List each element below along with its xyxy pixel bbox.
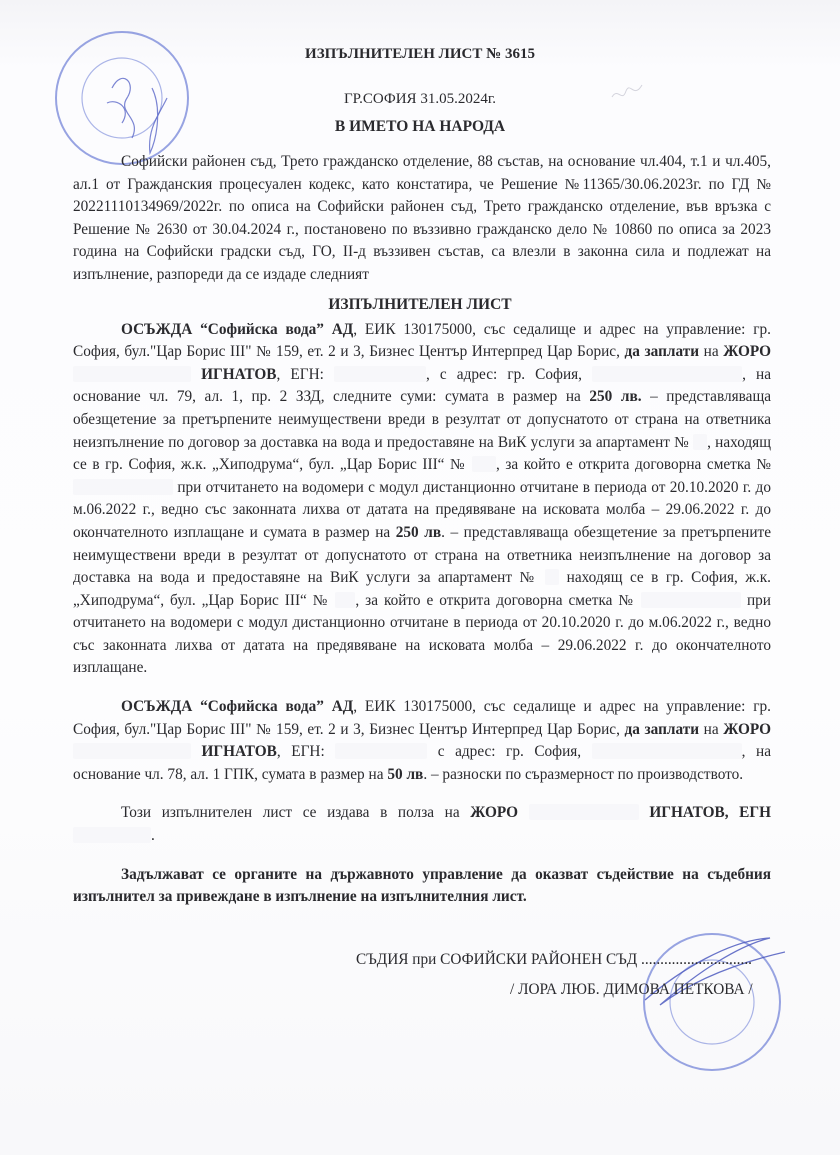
issued-for-text: Този изпълнителен лист се издава в полза на bbox=[121, 804, 471, 822]
redacted-address-2 bbox=[592, 743, 742, 759]
judge-signature-line: СЪДИЯ при СОФИЙСКИ РАЙОНЕН СЪД ............................. bbox=[356, 950, 752, 968]
document-title: ИЗПЪЛНИТЕЛЕН ЛИСТ № 3615 bbox=[305, 46, 535, 62]
legal-basis-2: , на основание чл. 78, ал. 1 ГПК, сумата в размер на bbox=[73, 743, 771, 783]
verdict-label-2: ОСЪЖДА “Софийска вода” АД bbox=[121, 698, 354, 716]
document-body bbox=[0, 44, 840, 1001]
to-pay-label: да заплати bbox=[624, 343, 700, 361]
redacted-middle-name-2 bbox=[73, 743, 191, 759]
obligation-paragraph bbox=[73, 864, 771, 909]
on-text-2: на bbox=[699, 720, 724, 738]
intro-paragraph bbox=[73, 151, 771, 287]
redacted-street-no bbox=[472, 456, 496, 472]
redacted-middle-name bbox=[73, 366, 191, 382]
company-details: , ЕИК 130175000, със седалище и адрес на управление: гр. София, бул."Цар Борис III" № 159, ет. 2 и 3, Бизнес Център Интерпред Цар Борис, bbox=[73, 320, 771, 361]
redacted-middle-name-3 bbox=[529, 804, 639, 820]
issued-for-paragraph bbox=[73, 802, 771, 847]
egn-label-2: , ЕГН: bbox=[276, 743, 325, 761]
amount-1: 250 лв. bbox=[589, 388, 642, 406]
creditor-first-name: ЖОРО bbox=[723, 343, 771, 361]
issued-for-end: . bbox=[151, 827, 155, 845]
claim-text-8: при отчитането на водомери с модул дистанционно отчитане в периода от 20.10.2020 г. до м.06.2022 г., ведно със законната лихва от датата на предявяване на исковата молба – 29.06.2022 г. до окончателното изплащане. bbox=[73, 591, 771, 677]
claim-text-6: находящ се в гр. София, ж.к. „Хиподрума“, бул. „Цар Борис III“ № bbox=[73, 569, 771, 609]
order-1-paragraph bbox=[73, 319, 771, 681]
intro-text: Софийски районен съд, Трето гражданско отделение, 88 състав, на основание чл.404, т.1 и чл.405, ал.1 от Гражданския процесуален кодекс, като констатира, че Решение №11365/30.06.2023г. по ГД № 20221110134969/2022г. по описа на Софийски районен съд, Трето гражданско отделение, във връзка с Решение № 2630 от 30.04.2024 г., постановено по въззивно гражданско дело № 10860 по описа за 2023 година на Софийски градски съд, ГО, II-д въззивен състав, са влезли в законна сила и подлежат на изпълнение, разпореди да се издаде следният bbox=[73, 153, 771, 283]
redacted-account-2 bbox=[641, 592, 741, 608]
place-date: ГР.СОФИЯ 31.05.2024г. bbox=[343, 91, 497, 107]
on-text: на bbox=[699, 343, 724, 361]
costs-text: . – разноски по съразмерност по производството. bbox=[423, 765, 744, 783]
obligation-text: Задължават се органите на държавното управление да оказват съдействие на съдебния изпълнител за привеждане в изпълнение на изпълнителния лист. bbox=[73, 865, 771, 906]
claim-text-4: при отчитането на водомери с модул дистанционно отчитане в периода от 20.10.2020 г. до м.06.2022 г., ведно със законната лихва от датата на предявяване на исковата молба – 29.06.2022 г. до окончателното изплащане и сумата в размер на bbox=[73, 478, 771, 541]
verdict-label: ОСЪЖДА “Софийска вода” АД bbox=[121, 320, 354, 338]
redacted-egn bbox=[334, 366, 426, 382]
redacted-apartment-2 bbox=[545, 569, 559, 585]
address-label-2: с адрес: гр. София, bbox=[427, 743, 582, 761]
creditor-last-name: ИГНАТОВ bbox=[201, 365, 277, 383]
judge-name: / ЛОРА ЛЮБ. ДИМОВА ПЕТКОВА / bbox=[510, 980, 753, 998]
beneficiary-first-name: ЖОРО bbox=[470, 804, 519, 822]
beneficiary-last-name-egn: ИГНАТОВ, ЕГН bbox=[649, 804, 771, 822]
amount-2: 250 лв bbox=[395, 523, 442, 541]
sub-title: ИЗПЪЛНИТЕЛЕН ЛИСТ bbox=[328, 295, 512, 313]
company-details-2: , ЕИК 130175000, със седалище и адрес на управление: гр. София, бул."Цар Борис III" № 159, ет. 2 и 3, Бизнес Център Интерпред Цар Борис, bbox=[73, 698, 771, 738]
redacted-account bbox=[73, 479, 173, 495]
in-the-name-heading: В ИМЕТО НА НАРОДА bbox=[334, 118, 506, 135]
claim-text-5: . – представляваща обезщетение за претърпените неимуществени вреди в резултат от допуснатото от страна на ответника неизпълнение на договор за доставка на вода и предоставяне на ВиК услуги за апартамент № bbox=[73, 523, 771, 587]
address-label: , с адрес: гр. София, bbox=[425, 365, 582, 383]
egn-label: , ЕГН: bbox=[276, 365, 324, 383]
redacted-address bbox=[592, 366, 742, 382]
to-pay-label-2: да заплати bbox=[624, 720, 700, 738]
redacted-street-no-2 bbox=[335, 592, 355, 608]
claim-text-2: , находящ се в гр. София, ж.к. „Хиподрума“, бул. „Цар Борис III“ № bbox=[73, 433, 771, 474]
redacted-egn-3 bbox=[73, 827, 151, 843]
claim-text-3: , за който е открита договорна сметка № bbox=[495, 456, 772, 474]
claim-text-7: , за който е открита договорна сметка № bbox=[355, 591, 636, 609]
creditor-first-name-2: ЖОРО bbox=[723, 720, 771, 738]
claim-text-1: – представляваща обезщетение за претърпените неимуществени вреди в резултат от допуснатото от страна на ответника неизпълнение по договор за доставка на вода и предоставяне на ВиК услуги за апартамент № bbox=[73, 388, 772, 451]
amount-3: 50 лв bbox=[387, 765, 424, 783]
order-2-paragraph bbox=[73, 696, 771, 786]
creditor-last-name-2: ИГНАТОВ bbox=[201, 743, 277, 761]
redacted-apartment bbox=[693, 434, 707, 450]
redacted-egn-2 bbox=[335, 743, 427, 759]
legal-basis: , на основание чл. 79, ал. 1, пр. 2 ЗЗД, следните суми: сумата в размер на bbox=[73, 365, 772, 406]
